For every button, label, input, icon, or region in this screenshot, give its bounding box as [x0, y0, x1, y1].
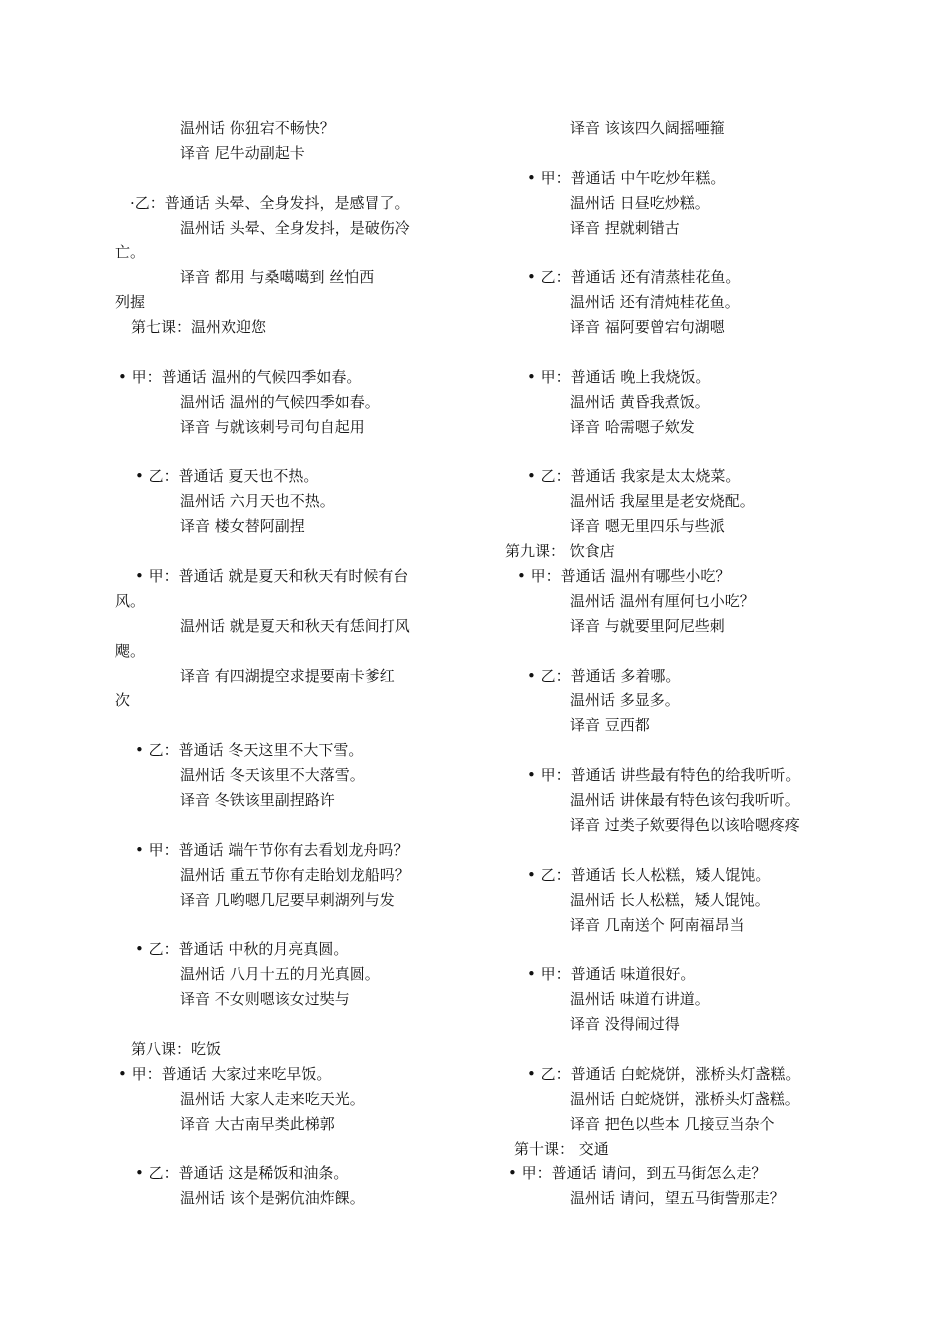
text-line: [505, 987, 850, 1012]
line-text: • 乙：普通话 多着哪。: [527, 666, 681, 685]
text-line: [115, 1062, 460, 1087]
line-text: • 乙：普通话 白蛇烧饼，涨桥头灯盏糕。: [527, 1064, 801, 1083]
text-line: [115, 1112, 460, 1137]
text-line: [115, 564, 460, 589]
line-text: 译音 没得闹过得: [570, 1015, 680, 1034]
text-line: [505, 614, 850, 639]
text-line: [115, 489, 460, 514]
text-line: [115, 191, 460, 216]
line-text: 译音 哈需嗯子欸发: [570, 417, 695, 436]
text-line: [505, 539, 850, 564]
line-text: 次: [115, 691, 131, 710]
text-line: [505, 489, 850, 514]
text-line: [115, 987, 460, 1012]
text-line: [115, 614, 460, 639]
text-line: [115, 962, 460, 987]
blank-line: [115, 539, 460, 564]
line-text: 译音 楼女替阿副捏: [180, 517, 305, 536]
blank-line: [505, 937, 850, 962]
text-line: [505, 1137, 850, 1162]
blank-line: [505, 440, 850, 465]
text-line: [505, 763, 850, 788]
right-column: [505, 116, 850, 1211]
text-line: [505, 688, 850, 713]
line-text: 飔。: [115, 641, 146, 660]
line-text: 温州话 大家人走来吃天光。: [180, 1089, 365, 1108]
line-text: 温州话 味道冇讲道。: [570, 990, 710, 1009]
text-line: [505, 216, 850, 241]
line-text: 温州话 头晕、全身发抖，是破伤冷: [180, 218, 410, 237]
line-text: 译音 把色以些本 几接豆当杂个: [570, 1114, 775, 1133]
line-text: • 乙：普通话 冬天这里不大下雪。: [135, 741, 364, 760]
text-line: [505, 191, 850, 216]
line-text: 温州话 讲俫最有特色该匄我听听。: [570, 791, 800, 810]
line-text: 译音 该该四久阔摇唖箍: [570, 119, 725, 137]
blank-line: [505, 141, 850, 166]
text-line: [505, 315, 850, 340]
text-line: [505, 1012, 850, 1037]
line-text: 译音 冬铁该里副捏路许: [180, 791, 335, 810]
line-text: 温州话 重五节你有走眙划龙船吗？: [180, 865, 410, 884]
text-line: [505, 116, 850, 141]
line-text: • 甲：普通话 端午节你有去看划龙舟吗？: [135, 840, 409, 859]
line-text: • 乙：普通话 这是稀饭和油条。: [135, 1164, 349, 1183]
text-line: [505, 589, 850, 614]
line-text: 译音 与就该刺号司句自起用: [180, 417, 365, 436]
line-text: • 甲：普通话 温州的气候四季如春。: [118, 367, 362, 386]
line-text: 译音 过类子欸要得色以该哈嗯疼疼: [570, 815, 800, 834]
blank-line: [505, 340, 850, 365]
text-line: [505, 1087, 850, 1112]
blank-line: [505, 639, 850, 664]
line-text: 温州话 八月十五的月光真圆。: [180, 965, 380, 984]
line-text: • 甲：普通话 中午吃炒年糕。: [527, 168, 726, 187]
line-text: 第十课： 交通: [514, 1139, 609, 1158]
line-text: 译音 福阿要曾宕句湖嗯: [570, 318, 725, 337]
blank-line: [115, 913, 460, 938]
line-text: 温州话 冬天该里不大落雪。: [180, 766, 365, 785]
text-line: [505, 390, 850, 415]
text-line: [505, 166, 850, 191]
line-text: 译音 嗯无里四乐与些派: [570, 517, 725, 536]
line-text: 温州话 长人松糕，矮人馄饨。: [570, 890, 770, 909]
text-line: [505, 863, 850, 888]
text-line: [115, 738, 460, 763]
text-line: [505, 265, 850, 290]
line-text: 温州话 还有清炖桂花鱼。: [570, 293, 740, 312]
line-text: • 甲：普通话 晚上我烧饭。: [527, 367, 711, 386]
text-line: [505, 788, 850, 813]
line-text: 第八课：吃饭: [131, 1039, 222, 1058]
blank-line: [115, 340, 460, 365]
text-line: [115, 290, 460, 315]
blank-line: [505, 1037, 850, 1062]
line-text: • 甲：普通话 就是夏天和秋天有时候有台: [135, 567, 409, 586]
text-line: [115, 639, 460, 664]
text-line: [115, 1161, 460, 1186]
text-line: [505, 1112, 850, 1137]
line-text: 温州话 多显多。: [570, 691, 680, 710]
line-text: 温州话 就是夏天和秋天有恁间打风: [180, 616, 410, 635]
text-line: [115, 1186, 460, 1211]
text-line: [115, 838, 460, 863]
line-text: 温州话 你狃宕不畅快？: [180, 119, 335, 137]
blank-line: [115, 440, 460, 465]
line-text: • 乙：普通话 还有清蒸桂花鱼。: [527, 268, 741, 287]
text-line: [505, 464, 850, 489]
text-line: [505, 913, 850, 938]
text-line: [115, 937, 460, 962]
line-text: 译音 尼牛动副起卡: [180, 143, 305, 162]
line-text: 温州话 温州的气候四季如春。: [180, 392, 380, 411]
line-text: 第九课： 饮食店: [505, 542, 615, 561]
text-line: [115, 265, 460, 290]
line-text: 温州话 请问，望五马街訾那走？: [570, 1189, 785, 1208]
text-line: [505, 1186, 850, 1211]
line-text: 温州话 黄昏我煮饭。: [570, 392, 710, 411]
line-text: 温州话 该个是粥伉油炸餜。: [180, 1189, 365, 1208]
text-line: [115, 664, 460, 689]
text-line: [505, 290, 850, 315]
blank-line: [115, 813, 460, 838]
line-text: 亡。: [115, 243, 146, 262]
blank-line: [505, 240, 850, 265]
blank-line: [115, 1137, 460, 1162]
line-text: 译音 不女则嗯该女过奘与: [180, 990, 350, 1009]
line-text: • 乙：普通话 长人松糕，矮人馄饨。: [527, 865, 771, 884]
line-text: • 乙：普通话 中秋的月亮真圆。: [135, 940, 349, 959]
text-line: [115, 1087, 460, 1112]
text-line: [505, 1161, 850, 1186]
line-text: 第七课：温州欢迎您: [131, 318, 267, 337]
line-text: 温州话 白蛇烧饼，涨桥头灯盏糕。: [570, 1089, 800, 1108]
line-text: • 甲：普通话 讲些最有特色的给我听听。: [527, 766, 801, 785]
text-line: [115, 390, 460, 415]
blank-line: [505, 838, 850, 863]
text-line: [115, 763, 460, 788]
line-text: 温州话 六月天也不热。: [180, 492, 335, 511]
text-line: [505, 1062, 850, 1087]
text-line: [115, 863, 460, 888]
line-text: 温州话 日昼吃炒糕。: [570, 193, 710, 212]
line-text: • 甲：普通话 大家过来吃早饭。: [118, 1064, 332, 1083]
line-text: 温州话 温州有厘何乜小吃？: [570, 591, 755, 610]
text-line: [505, 514, 850, 539]
blank-line: [115, 166, 460, 191]
line-text: 译音 都用 与桑噶噶到 丝怕西: [180, 268, 375, 287]
blank-line: [505, 738, 850, 763]
left-column: [115, 116, 460, 1211]
text-line: [115, 788, 460, 813]
line-text: ·乙：普通话 头晕、全身发抖，是感冒了。: [130, 193, 410, 212]
text-line: [505, 713, 850, 738]
line-text: • 甲：普通话 味道很好。: [527, 965, 696, 984]
text-line: [115, 415, 460, 440]
text-line: [115, 464, 460, 489]
text-line: [505, 888, 850, 913]
text-line: [115, 116, 460, 141]
text-line: [505, 664, 850, 689]
line-text: 译音 与就要里阿尼些刺: [570, 616, 725, 635]
text-line: [115, 365, 460, 390]
line-text: 风。: [115, 591, 146, 610]
line-text: • 乙：普通话 夏天也不热。: [135, 467, 319, 486]
line-text: • 甲：普通话 请问，到五马街怎么走？: [508, 1164, 767, 1183]
text-line: [115, 216, 460, 241]
text-line: [505, 415, 850, 440]
line-text: 温州话 我屋里是老安烧配。: [570, 492, 755, 511]
text-line: [115, 315, 460, 340]
text-line: [115, 589, 460, 614]
blank-line: [115, 713, 460, 738]
blank-line: [115, 1012, 460, 1037]
text-line: [115, 688, 460, 713]
line-text: 列握: [115, 293, 146, 312]
line-text: 译音 有四湖提空求提要南卡爹红: [180, 666, 395, 685]
line-text: • 甲：普通话 温州有哪些小吃？: [517, 567, 731, 586]
line-text: 译音 几南送个 阿南福昂当: [570, 915, 745, 934]
line-text: 译音 大古南早类此梯郭: [180, 1114, 335, 1133]
line-text: 译音 几哟嗯几尼要早刺湖列与发: [180, 890, 395, 909]
text-line: [115, 240, 460, 265]
text-line: [115, 141, 460, 166]
line-text: 译音 捏就刺错古: [570, 218, 680, 237]
text-line: [505, 365, 850, 390]
text-line: [115, 888, 460, 913]
text-line: [505, 564, 850, 589]
line-text: 译音 豆西都: [570, 716, 650, 735]
text-line: [115, 1037, 460, 1062]
text-line: [505, 813, 850, 838]
text-line: [115, 514, 460, 539]
text-line: [505, 962, 850, 987]
line-text: • 乙：普通话 我家是太太烧菜。: [527, 467, 741, 486]
